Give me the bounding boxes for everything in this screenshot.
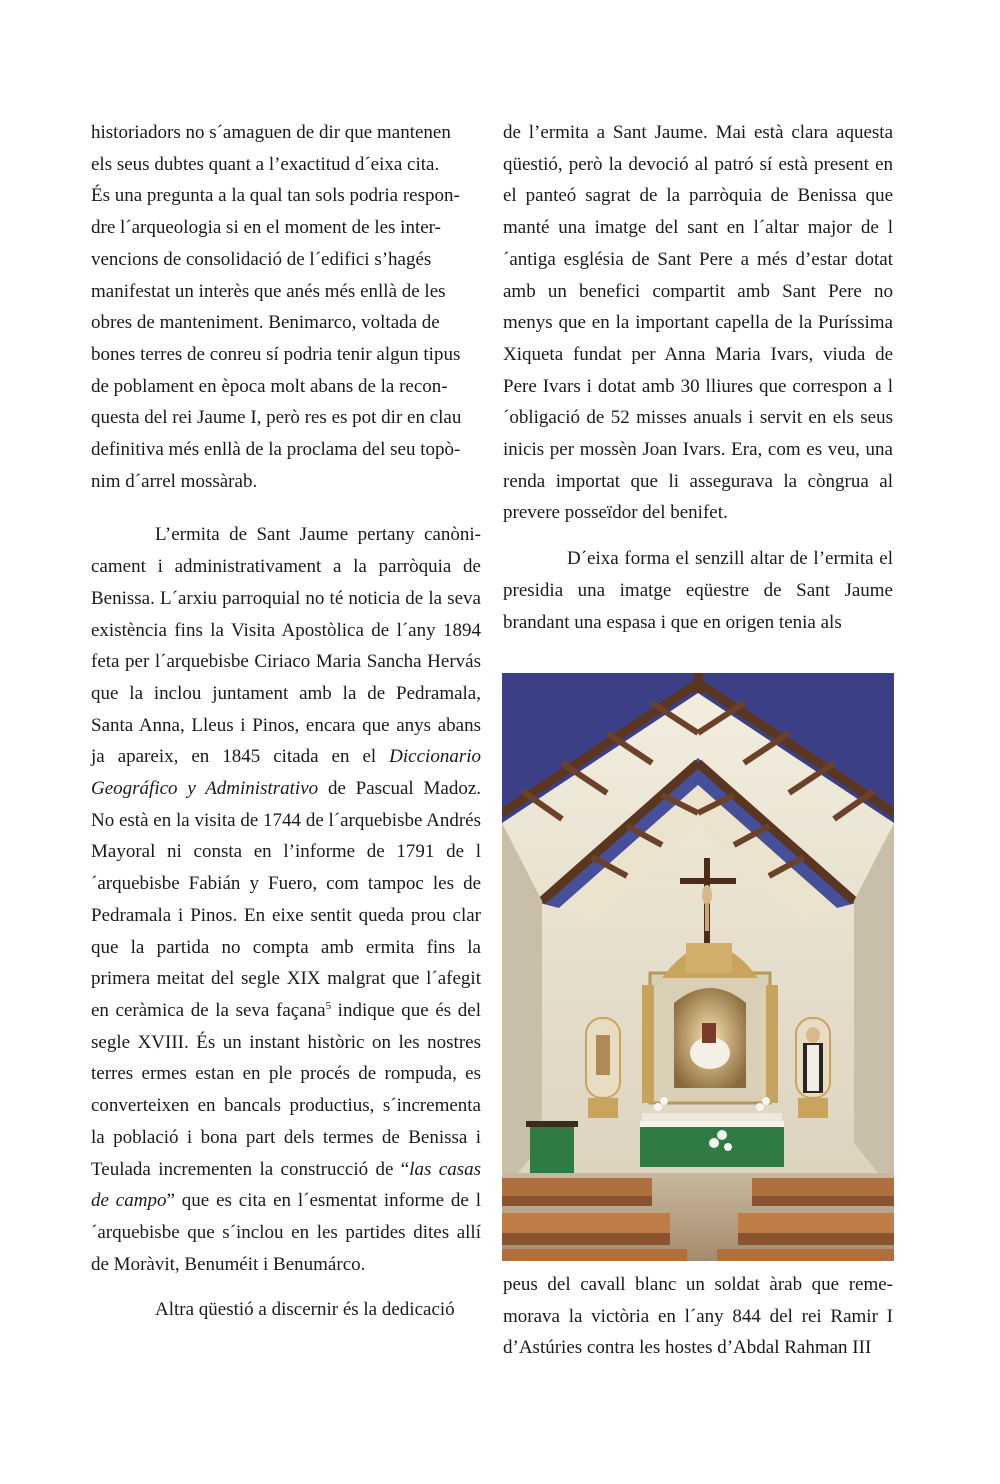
footnote-marker[interactable]: 5 — [325, 999, 332, 1012]
left-column — [91, 117, 481, 1326]
right-column-continued — [503, 1269, 893, 1364]
left-paragraph-3: Altra qüestió a discernir és la dedicació — [155, 1299, 455, 1321]
chapel-interior-photo — [502, 673, 894, 1261]
book-title: Diccionario Geográfico y Administrativo — [91, 746, 481, 800]
left-paragraph-1: historiadors no s´amaguen de dir que mantenen els seus dubtes quant a l’exactitud d´eixa cita. És una pregunta a la qual tan sols podria respon- dre l´arqueologia si en el moment de les inter- vencions de consolidació de l´edifici s’hagés manifestat un interès que anés més enllà de les obres de manteniment. Benimarco, voltada de bones terres de conreu sí podria tenir algun tipus de poblament en època molt abans de la recon- questa del rei Jaume I, però res es pot dir en clau definitiva més enllà de la proclama del seu topò- nim d´arrel mossàrab. — [91, 122, 462, 492]
right-paragraph-3: peus del cavall blanc un soldat àrab que rememorava la victòria en l´any 844 del rei Ramir I d’Astúries contra les hostes d’Abdal Rahman III — [503, 1274, 893, 1359]
right-column — [503, 117, 893, 638]
left-paragraph-2: L’ermita de Sant Jaume pertany canònicament i administrativament a la parròquia de Benissa. L´arxiu parroquial no té noticia de la seva existència fins la Visita Apostòlica de l´any 1894 feta per l´arquebisbe Ciriaco Maria Sancha Hervás que la inclou juntament amb la de Pedramala, Santa Anna, Lleus i Pinos, encara que anys abans ja apareix, en 1845 citada en el Diccionario Geográfico y Administrativo de Pascual Madoz. No està en la visita de 1744 de l´arquebisbe Andrés Mayoral ni consta en l’informe de 1791 de l´arquebisbe Fabián y Fuero, com tampoc les de Pedramala i Pinos. En eixe sentit queda prou clar que la partida no compta amb ermita fins la primera meitat del segle XIX malgrat que l´afegit en ceràmica de la seva façana$^5$ indique que és del segle XVIII. És un instant històric on les nostres terres ermes estan en ple procés de rompuda, es converteixen en bancals productius, s´incrementa la població i bona part dels termes de Benissa i Teulada incrementen la construcció de “las casas de campo” que es cita en l´esmentat informe de l´arquebisbe que s´inclou en les partides dites allí de Moràvit, Benuméit i Benumárco. — [91, 524, 482, 1275]
right-paragraph-1: de l’ermita a Sant Jaume. Mai està clara aquesta qüestió, però la devoció al patró sí està present en el panteó sagrat de la parròquia de Benissa que manté una imatge del sant en l´altar major de l´antiga església de Sant Pere a més d’estar dotat amb un benefici compartit amb Sant Pere no menys que en la important capella de la Puríssima Xiqueta fundat per Anna Maria Ivars, viuda de Pere Ivars i dotat amb 30 lliures que correspon a l´obligació de 52 misses anuals i servit en els seus inicis per mossèn Joan Ivars. Era, com es veu, una renda importat que li assegurava la còngrua al prevere posseïdor del benifet. — [503, 122, 893, 524]
quoted-phrase: las casas de campo — [91, 1158, 481, 1212]
right-paragraph-2: D´eixa forma el senzill altar de l’ermita el presidia una imatge eqüestre de Sant Jaume brandant una espasa i que en origen tenia als — [503, 548, 893, 633]
